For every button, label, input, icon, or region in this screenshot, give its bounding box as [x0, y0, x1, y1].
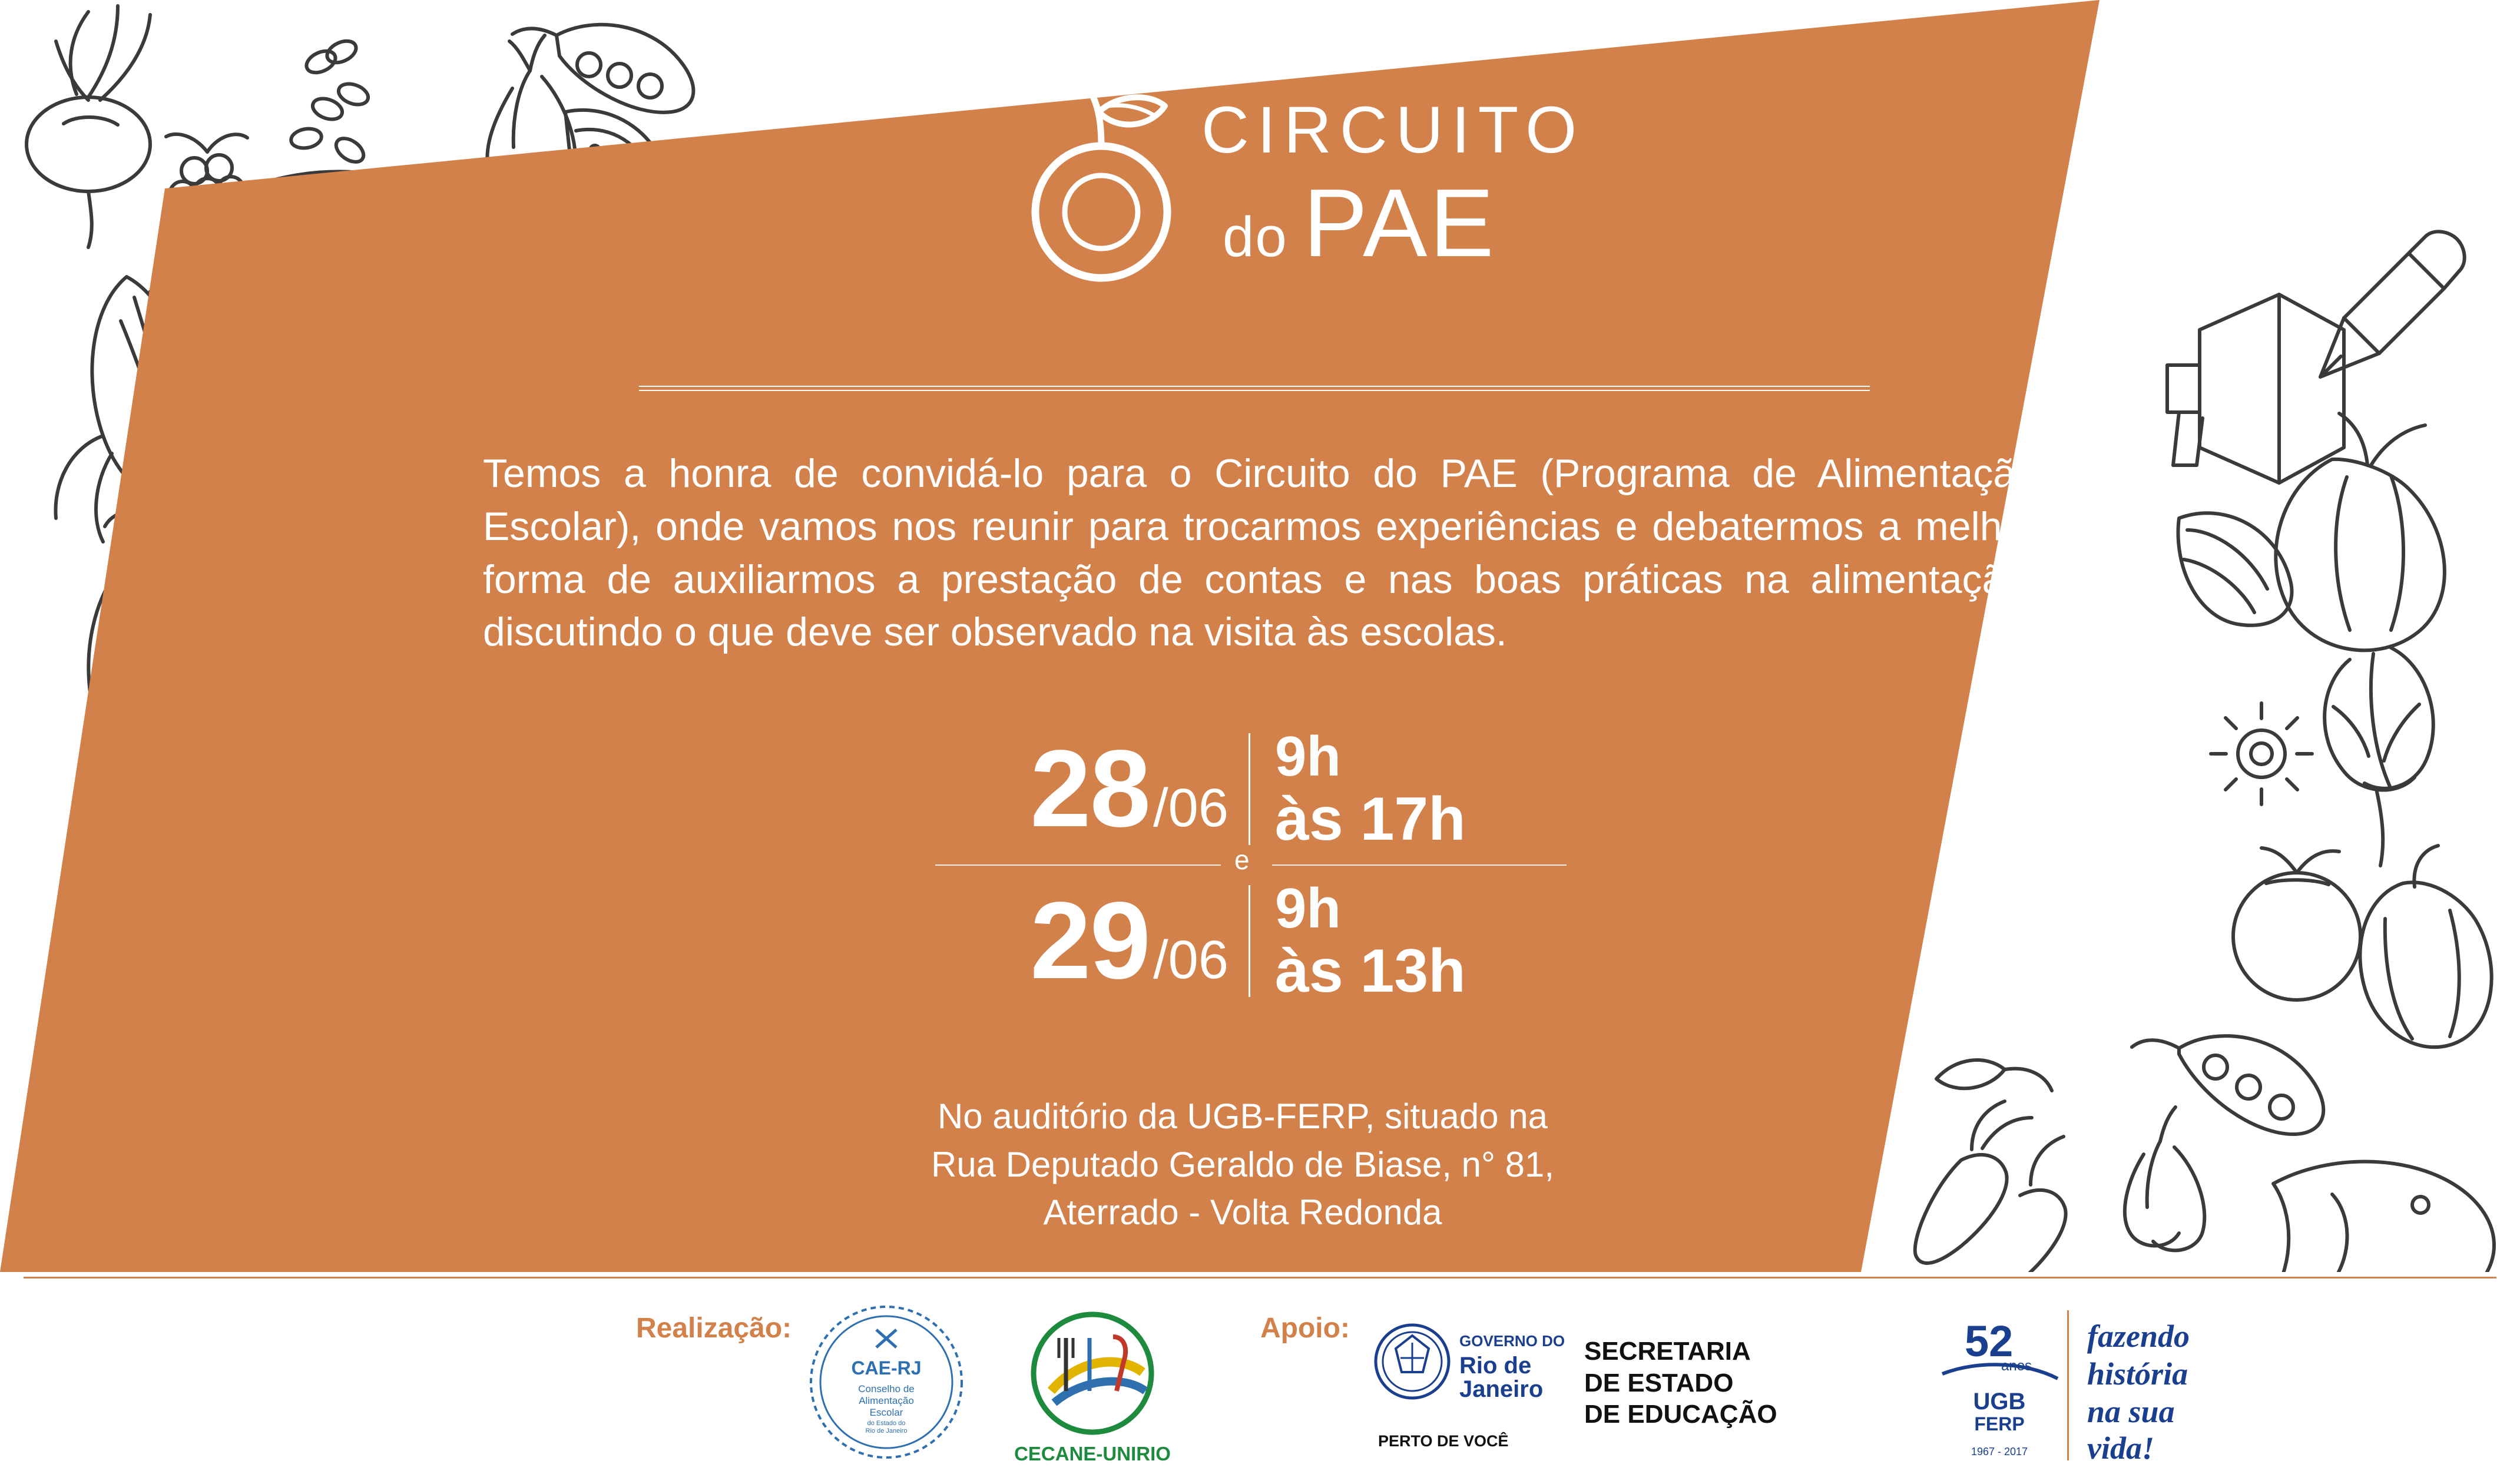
realizacao-label: Realização: [636, 1313, 792, 1344]
bell-pepper-icon [2360, 846, 2491, 1047]
slogan-line-2: história [2087, 1356, 2188, 1392]
svg-text:Rio de Janeiro: Rio de Janeiro [865, 1427, 908, 1435]
pencil-icon [2320, 231, 2465, 377]
dates-separator-label: e [1234, 844, 1250, 875]
venue-address [824, 1092, 1661, 1237]
double-rule-divider [639, 386, 1870, 389]
cecane-name: CECANE-UNIRIO [1014, 1443, 1171, 1465]
svg-text:Alimentação: Alimentação [859, 1395, 914, 1406]
carrots-bottom-icon [1915, 1101, 2066, 1272]
svg-text:Janeiro: Janeiro [1459, 1376, 1544, 1402]
logo-circuito-text: CIRCUITO [1201, 93, 1585, 167]
cae-rj-acronym: CAE-RJ [851, 1357, 922, 1379]
seeduc-line-3: DE EDUCAÇÃO [1584, 1400, 1777, 1429]
megaphone-icon [2167, 294, 2344, 483]
leaf-sprig-icon [1936, 1060, 2052, 1091]
svg-text:1967 - 2017: 1967 - 2017 [1971, 1446, 2028, 1458]
seeduc-line-1: SECRETARIA [1584, 1337, 1751, 1366]
seeduc-logo [1584, 1336, 1902, 1430]
onion-icon [2276, 413, 2445, 650]
date-time-line2: às 17h [1275, 784, 1466, 853]
ugb-ferp-logo [1932, 1304, 2067, 1469]
date-day: 29 [1030, 880, 1150, 1002]
garlic-cloves-icon [2125, 1107, 2204, 1250]
slogan-line-4: vida! [2087, 1430, 2154, 1466]
svg-text:GOVERNO DO: GOVERNO DO [1459, 1332, 1565, 1350]
peapod-icon [512, 25, 693, 112]
svg-text:do Estado do: do Estado do [867, 1420, 906, 1427]
slogan-line-3: na sua [2087, 1394, 2175, 1429]
logo-do-text: do [1223, 206, 1288, 269]
apoio-label: Apoio: [1260, 1313, 1350, 1344]
fazendo-historia-slogan [2079, 1310, 2273, 1466]
svg-text:Conselho de: Conselho de [858, 1383, 915, 1394]
leafy-greens-icon [2324, 648, 2433, 866]
logo-wordmark [1201, 93, 1585, 277]
logo-pae-text: PAE [1303, 169, 1496, 277]
date-time-line1: 9h [1275, 725, 1342, 788]
date-time-line2: às 13h [1275, 936, 1466, 1005]
svg-text:Escolar: Escolar [869, 1407, 903, 1418]
apple-outline-icon [1013, 88, 1190, 289]
date-time-line1: 9h [1275, 877, 1342, 940]
date-month: /06 [1153, 778, 1228, 838]
date-month: /06 [1153, 930, 1228, 990]
svg-text:FERP: FERP [1974, 1413, 2025, 1435]
dates-separator [919, 844, 1578, 875]
gear-right-icon [2211, 703, 2312, 804]
date-row-2 [919, 867, 1578, 1015]
cae-rj-logo [807, 1303, 966, 1462]
governo-tagline: PERTO DE VOCÊ [1378, 1432, 1509, 1450]
svg-text:UGB: UGB [1973, 1389, 2026, 1415]
tomato-icon [2233, 848, 2360, 1000]
footer-divider-rule [24, 1277, 2496, 1278]
date-day: 28 [1030, 728, 1150, 850]
peanuts-icon [290, 37, 371, 167]
fish-bottom-icon [2273, 1161, 2494, 1272]
address-line-2: Rua Deputado Geraldo de Biase, n° 81, [930, 1144, 1555, 1184]
slogan-line-1: fazendo [2087, 1319, 2190, 1354]
circuito-do-pae-logo [1013, 35, 1602, 330]
date-row-1 [919, 716, 1578, 863]
address-line-3: Aterrado - Volta Redonda [1043, 1192, 1442, 1233]
governo-rj-logo [1372, 1307, 1584, 1466]
address-line-1: No auditório da UGB-FERP, situado na [937, 1097, 1548, 1136]
svg-text:Rio de: Rio de [1459, 1353, 1532, 1379]
ugb-slogan-divider [2067, 1310, 2069, 1460]
ugb-number: 52 [1965, 1317, 2014, 1366]
date-time [1250, 879, 1466, 1003]
invitation-paragraph: Temos a honra de convidá-lo para o Circuito do PAE (Programa de Alimentação Escolar), onde vamos nos reunir para trocarmos experiências e debatermos a melhor forma de auxiliarmos a prestação de contas e nas boas práticas na alimentação, discutindo o que deve ser observado na visita às escolas. [483, 451, 2038, 655]
seeduc-line-2: DE ESTADO [1584, 1368, 1734, 1397]
cecane-unirio-logo [995, 1303, 1190, 1473]
date-time [1250, 727, 1466, 852]
ugb-anos: anos [2001, 1358, 2032, 1374]
peapod-right-icon [2132, 1036, 2323, 1134]
beet-icon [27, 6, 150, 247]
event-dates-block [919, 716, 1578, 1015]
